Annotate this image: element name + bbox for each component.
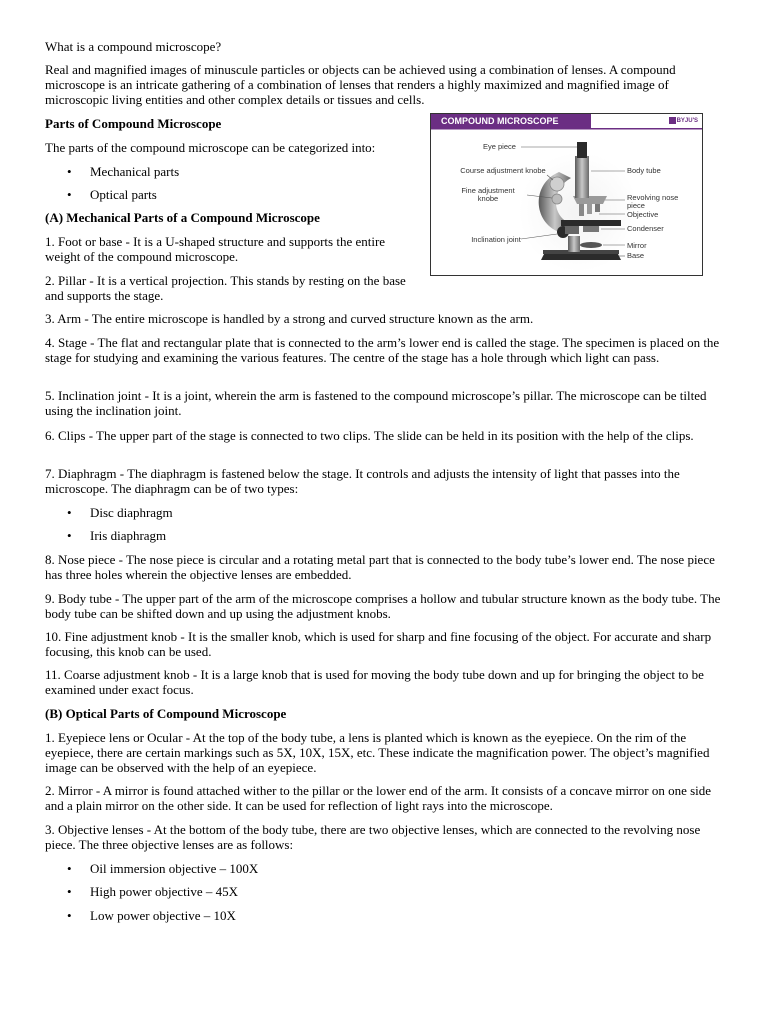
microscope-figure xyxy=(430,113,703,276)
paragraph-body-tube: 9. Body tube - The upper part of the arm of the microscope comprises a hollow and tubular structure known as the body tube. The body tube can be shifted down and up using the adjustment knobs. xyxy=(45,591,721,621)
list-item: Mechanical parts xyxy=(90,164,180,179)
list-item: Oil immersion objective – 100X xyxy=(90,861,259,876)
label-condenser: Condenser xyxy=(627,224,664,233)
logo-mark-icon xyxy=(669,117,676,124)
list-item: High power objective – 45X xyxy=(90,884,239,899)
byjus-logo: BYJU'S xyxy=(669,116,698,126)
label-fine-adjustment: Fine adjustment knobe xyxy=(461,186,515,203)
bullet: • xyxy=(67,187,72,202)
paragraph-objective-lenses: 3. Objective lenses - At the bottom of the body tube, there are two objective lenses, which are connected to the revolving nose piece. The three objective lenses are as follows: xyxy=(45,822,701,852)
intro-paragraph: Real and magnified images of minuscule particles or objects can be achieved using a combination of lenses. A compound microscope is an intricate gathering of a combination of lenses that renders a highly maximized and magnified image of microscopic living entities and other complex details or tissues and cells. xyxy=(45,62,676,107)
label-objective: Objective xyxy=(627,210,659,219)
paragraph-diaphragm: 7. Diaphragm - The diaphragm is fastened below the stage. It controls and adjusts the intensity of light that passes into the microscope. The diaphragm can be of two types: xyxy=(45,466,680,496)
label-mirror: Mirror xyxy=(627,241,647,250)
label-coarse-adjustment: Course adjustment knobe xyxy=(460,166,546,175)
label-revolving-nose-piece: Revolving nose piece xyxy=(627,193,679,210)
paragraph-nose-piece: 8. Nose piece - The nose piece is circular and a rotating metal part that is connected to the body tube’s lower end. The nose piece has three holes wherein the objective lenses are embedded. xyxy=(45,552,715,582)
bullet: • xyxy=(67,164,72,179)
list-item: Disc diaphragm xyxy=(90,505,173,520)
label-inclination-joint: Inclination joint xyxy=(471,235,521,244)
paragraph-inclination: 5. Inclination joint - It is a joint, wherein the arm is fastened to the compound microscope’s pillar. The microscope can be tilted using the inclination joint. xyxy=(45,388,707,418)
paragraph-coarse-knob: 11. Coarse adjustment knob - It is a large knob that is used for moving the body tube down and up for bringing the object to be examined under exact focus. xyxy=(45,667,704,697)
label-body-tube: Body tube xyxy=(627,166,661,175)
list-item: Iris diaphragm xyxy=(90,528,167,543)
list-item: Optical parts xyxy=(90,187,157,202)
paragraph-stage: 4. Stage - The flat and rectangular plate that is connected to the arm’s lower end is called the stage. The specimen is placed on the stage for studying and examining the various features. The centre of the stage has a hole through which light can pass. xyxy=(45,335,720,365)
mechanical-heading: (A) Mechanical Parts of a Compound Microscope xyxy=(45,210,320,225)
paragraph-fine-knob: 10. Fine adjustment knob - It is the smaller knob, which is used for sharp and fine focusing of the object. For accurate and sharp focusing, this knob can be used. xyxy=(45,629,712,659)
paragraph-arm: 3. Arm - The entire microscope is handled by a strong and curved structure known as the arm. xyxy=(45,311,534,326)
page-title: What is a compound microscope? xyxy=(45,39,222,54)
paragraph-pillar: 2. Pillar - It is a vertical projection. This stands by resting on the base and supports the stage. xyxy=(45,273,406,303)
bullet: • xyxy=(67,505,72,520)
paragraph-clips: 6. Clips - The upper part of the stage is connected to two clips. The slide can be held in its position with the help of the clips. xyxy=(45,428,694,443)
paragraph-foot: 1. Foot or base - It is a U-shaped structure and supports the entire weight of the compound microscope. xyxy=(45,234,386,264)
list-item: Low power objective – 10X xyxy=(90,908,236,923)
figure-header: COMPOUND MICROSCOPE xyxy=(431,114,591,128)
bullet: • xyxy=(67,861,72,876)
paragraph-mirror: 2. Mirror - A mirror is found attached wither to the pillar or the lower end of the arm. It consists of a concave mirror on one side and a plain mirror on the other side. It can be used for reflection of light rays into the microscope. xyxy=(45,783,712,813)
paragraph-eyepiece: 1. Eyepiece lens or Ocular - At the top of the body tube, a lens is planted which is known as the eyepiece. On the rim of the eyepiece, there are certain markings such as 5X, 10X, 15X, etc. These indicate the magnification power. The object’s magnified image can be observed with the help of an eyepiece. xyxy=(45,730,710,775)
label-eye-piece: Eye piece xyxy=(483,142,516,151)
parts-intro: The parts of the compound microscope can be categorized into: xyxy=(45,140,376,155)
parts-heading: Parts of Compound Microscope xyxy=(45,116,222,131)
optical-heading: (B) Optical Parts of Compound Microscope xyxy=(45,706,287,721)
label-base: Base xyxy=(627,251,645,260)
bullet: • xyxy=(67,528,72,543)
bullet: • xyxy=(67,908,72,923)
bullet: • xyxy=(67,884,72,899)
